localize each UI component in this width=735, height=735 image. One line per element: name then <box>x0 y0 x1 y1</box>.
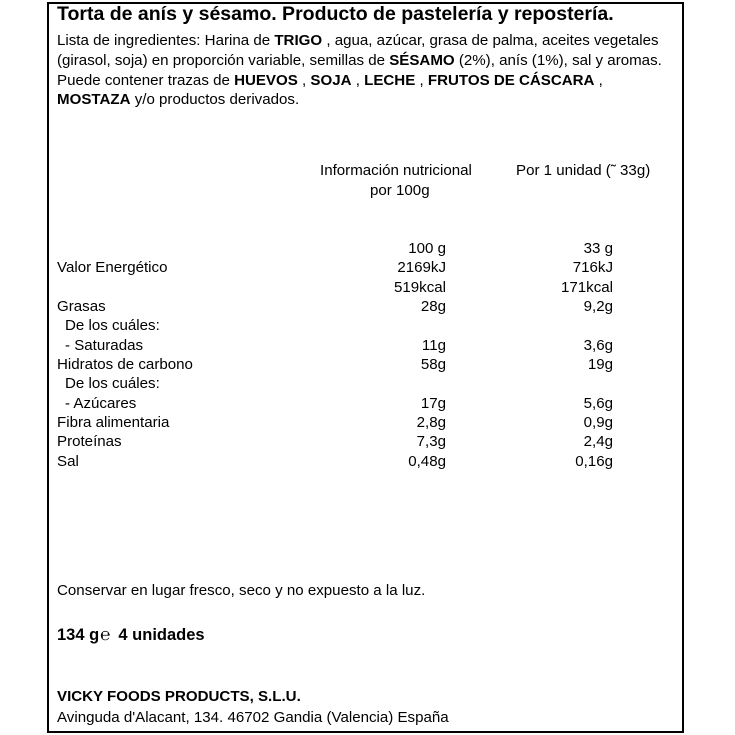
product-title: Torta de anís y sésamo. Producto de pastelería y repostería. <box>57 3 614 25</box>
unit-count: 4 unidades <box>118 625 205 644</box>
nutrition-row-label: - Azúcares <box>65 395 137 412</box>
nutrition-value-per100: 11g <box>421 337 446 354</box>
nutrition-value-per100: 100 g <box>408 240 446 257</box>
nutrition-row-label: Grasas <box>57 298 106 315</box>
nutrition-value-per-unit: 33 g <box>583 240 613 257</box>
nutrition-value-per-unit: 9,2g <box>583 298 613 315</box>
nutrition-value-per100: 0,48g <box>408 453 446 470</box>
nutrition-value-per-unit: 0,16g <box>575 453 613 470</box>
ingredient-text: Lista de ingredientes: Harina de <box>57 32 275 49</box>
ingredient-text: , <box>594 71 603 89</box>
storage-instructions: Conservar en lugar fresco, seco y no expuesto a la luz. <box>57 582 426 599</box>
nutrition-row-label: Valor Energético <box>57 259 168 276</box>
nutrition-header-per100-line2: por 100g <box>370 181 430 199</box>
nutrition-value-per-unit: 2,4g <box>583 433 613 450</box>
nutrition-value-per100: 7,3g <box>416 433 446 450</box>
nutrition-value-per-unit: 716kJ <box>572 259 613 276</box>
nutrition-row-label: Proteínas <box>57 433 122 450</box>
ingredients-list <box>57 31 677 110</box>
nutrition-row-label: De los cuáles: <box>65 375 160 392</box>
ingredient-text: , <box>297 71 311 89</box>
nutrition-row-label: De los cuáles: <box>65 317 160 334</box>
ingredient-text: (2%), anís (1%), sal y aromas. Puede contener trazas de <box>57 51 662 89</box>
allergen-text: SÉSAMO <box>389 51 455 69</box>
nutrition-header-per100-line1: Información nutricional <box>320 162 472 179</box>
nutrition-value-per-unit: 3,6g <box>583 337 613 354</box>
nutrition-value-per100: 28g <box>420 298 446 315</box>
allergen-text: TRIGO <box>274 32 323 49</box>
allergen-text: HUEVOS <box>234 71 298 89</box>
nutrition-value-per-unit: 5,6g <box>583 395 613 412</box>
allergen-text: SOJA <box>310 71 352 89</box>
nutrition-value-per100: 58g <box>420 356 446 373</box>
ingredient-text: , <box>351 71 365 89</box>
nutrition-value-per100: 17g <box>420 395 446 412</box>
nutrition-value-per-unit: 0,9g <box>583 414 613 431</box>
company-name: VICKY FOODS PRODUCTS, S.L.U. <box>57 688 301 705</box>
nutrition-value-per100: 2,8g <box>416 414 446 431</box>
allergen-text: FRUTOS DE CÁSCARA <box>427 71 595 89</box>
ingredient-text: y/o productos derivados. <box>130 91 300 109</box>
nutrition-row-label: Sal <box>57 453 79 470</box>
nutrition-value-per-unit: 171kcal <box>560 279 613 296</box>
nutrition-row-label: - Saturadas <box>65 337 144 354</box>
nutrition-row-label: Fibra alimentaria <box>57 414 170 431</box>
company-address: Avinguda d'Alacant, 134. 46702 Gandia (Valencia) España <box>57 709 449 726</box>
allergen-text: LECHE <box>364 71 416 89</box>
ingredient-text: , <box>415 71 428 89</box>
nutrition-row-label: Hidratos de carbono <box>57 356 193 373</box>
estimated-sign-icon: ℮ <box>100 625 111 644</box>
quantity-line <box>57 625 205 645</box>
allergen-text: MOSTAZA <box>57 91 131 109</box>
nutrition-value-per100: 519kcal <box>393 279 446 296</box>
ingredient-text: , agua, azúcar, grasa de palma, aceites vegetales (girasol, soja) en proporción variable, semillas de <box>57 32 659 69</box>
net-weight: 134 g <box>57 625 100 644</box>
nutrition-value-per-unit: 19g <box>587 356 613 373</box>
nutrition-header-per-unit: Por 1 unidad (˜ 33g) <box>516 162 651 179</box>
nutrition-header-per100 <box>320 161 472 200</box>
nutrition-value-per100: 2169kJ <box>397 259 446 276</box>
